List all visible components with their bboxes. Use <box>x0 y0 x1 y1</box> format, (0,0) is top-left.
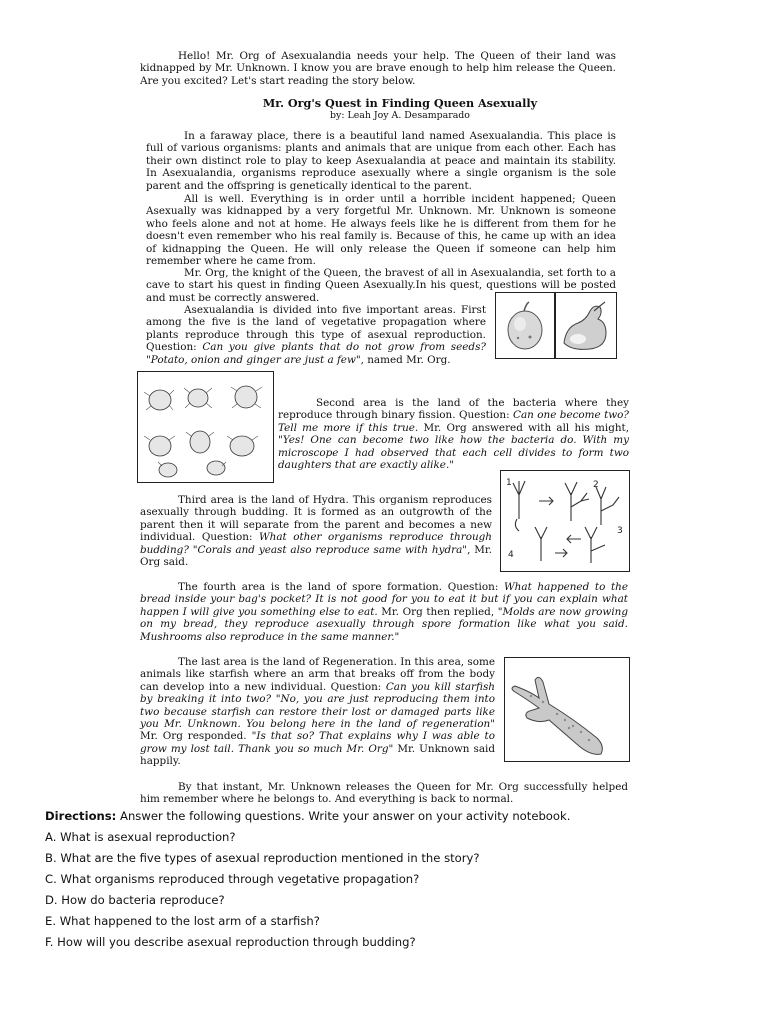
intro-paragraph: Hello! Mr. Org of Asexualandia needs your help. The Queen of their land was kidnapped by Mr. Unknown. I know you are brave enough to help him release the Queen. Are you excited? Let's start reading the story below. <box>140 50 616 87</box>
question-text: What other organisms reproduce through budding? "Corals and yeast also reproduce same with hydra" <box>140 531 492 556</box>
question-text: Can you kill starfish by breaking it into two? "No, you are just reproducing them into two because starfish can restore their lost or damaged parts like you Mr. Unknown. You belong here in the land of regeneration" <box>140 680 495 731</box>
paragraph-text: Third area is the land of Hydra. This organism reproduces asexually through budding. It is formed as an outgrowth of the parent then it will separate from the parent and becomes a new individual. Question: <box>140 494 492 544</box>
story-paragraph-ending: By that instant, Mr. Unknown releases the Queen for Mr. Org successfully helped him remember where he belongs to. And everything is back to normal. <box>140 781 628 806</box>
paragraph-text: Mr. Org answered with all his might, <box>418 421 630 434</box>
hydra-budding-image <box>500 470 630 572</box>
starfish-image <box>504 657 630 762</box>
paragraph-text: Mr. Unknown said happily. <box>140 742 495 768</box>
story-paragraph-spore <box>140 581 628 643</box>
question-f: F. How will you describe asexual reproduction through budding? <box>45 935 416 949</box>
story-paragraph-3: Mr. Org, the knight of the Queen, the bravest of all in Asexualandia, set forth to a cave to start his quest in finding Queen Asexually.In his quest, questions will be posted and must be correctly answered. <box>146 267 616 304</box>
story-paragraph-1: In a faraway place, there is a beautiful land named Asexualandia. This place is full of various organisms: plants and animals that are unique from each other. Each has their own distinct role to play to keep Asexualandia at peace and maintain its stability. In Asexualandia, organisms reproduce asexually where a single organism is the sole parent and the offspring is genetically identical to the parent. <box>146 130 616 192</box>
question-c: C. What organisms reproduced through vegetative propagation? <box>45 872 420 886</box>
question-text: What happened to the bread inside your bag's pocket? It is not good for you to eat it but if you can explain what happen I will give you something else to eat. <box>140 581 628 618</box>
answer-text: "Molds are now growing on my bread, they reproduce asexually through spore formation like what you said. Mushrooms also reproduce in the same manner." <box>140 605 628 643</box>
directions-text: Answer the following questions. Write your answer on your activity notebook. <box>116 809 571 823</box>
directions-label: Directions: <box>45 809 117 823</box>
question-text: Can you give plants that do not grow from seeds? "Potato, onion and ginger are just a few" <box>146 341 486 366</box>
question-text: Can one become two? Tell me more if this true. <box>278 409 629 434</box>
question-a: A. What is asexual reproduction? <box>45 830 236 844</box>
paragraph-text: Asexualandia is divided into five important areas. First among the five is the land of vegetative propagation where plants reproduce through this type of asexual reproduction. Question: <box>146 304 486 354</box>
hydra-label-2: 2 <box>593 480 599 490</box>
answer-text: "Yes! One can become two like how the bacteria do. With my microscope I had observed that each cell divides to form two daughters that are exactly alike." <box>278 434 629 472</box>
question-d: D. How do bacteria reproduce? <box>45 893 225 907</box>
hydra-label-3: 3 <box>617 526 623 536</box>
ginger-image <box>555 292 617 359</box>
story-title: Mr. Org's Quest in Finding Queen Asexually <box>262 96 538 110</box>
paragraph-text: The last area is the land of Regeneration. In this area, some animals like starfish where an arm that breaks off from the body can develop into a new individual. Question: <box>140 656 495 693</box>
story-paragraph-vegetative <box>146 304 486 366</box>
question-b: B. What are the five types of asexual reproduction mentioned in the story? <box>45 851 480 865</box>
story-paragraph-regeneration <box>140 656 495 768</box>
directions <box>45 806 745 953</box>
question-e: E. What happened to the lost arm of a starfish? <box>45 914 320 928</box>
story-byline: by: Leah Joy A. Desamparado <box>330 110 470 121</box>
bacteria-image <box>137 371 274 483</box>
story-paragraph-hydra <box>140 494 492 568</box>
paragraph-text: The fourth area is the land of spore formation. Question: <box>178 581 504 593</box>
directions-line <box>45 806 745 827</box>
answer-text: "Is that so? That explains why I was able to grow my lost tail. Thank you so much Mr. Org" <box>140 730 495 755</box>
story-paragraph-bacteria <box>278 397 629 471</box>
story-paragraph-2: All is well. Everything is in order until a horrible incident happened; Queen Asexually was kidnapped by a very forgetful Mr. Unknown. Mr. Unknown is someone who feels alone and not at home. He always feels like he is different from them for he doesn't even remember who his real family is. Because of this, he came up with an idea of kidnapping the Queen. He will only release the Queen if someone can help him remember where he came from. <box>146 193 616 268</box>
paragraph-text: Mr. Org then replied, <box>377 605 498 618</box>
paragraph-text: Second area is the land of the bacteria where they reproduce through binary fission. Question: <box>278 397 629 422</box>
hydra-label-1: 1 <box>506 478 512 488</box>
potato-image <box>495 292 555 359</box>
hydra-label-4: 4 <box>508 550 514 560</box>
paragraph-text: Mr. Org responded. <box>140 730 252 743</box>
paragraph-text: , Mr. Org said. <box>140 543 492 569</box>
paragraph-text: , named Mr. Org. <box>360 353 451 366</box>
